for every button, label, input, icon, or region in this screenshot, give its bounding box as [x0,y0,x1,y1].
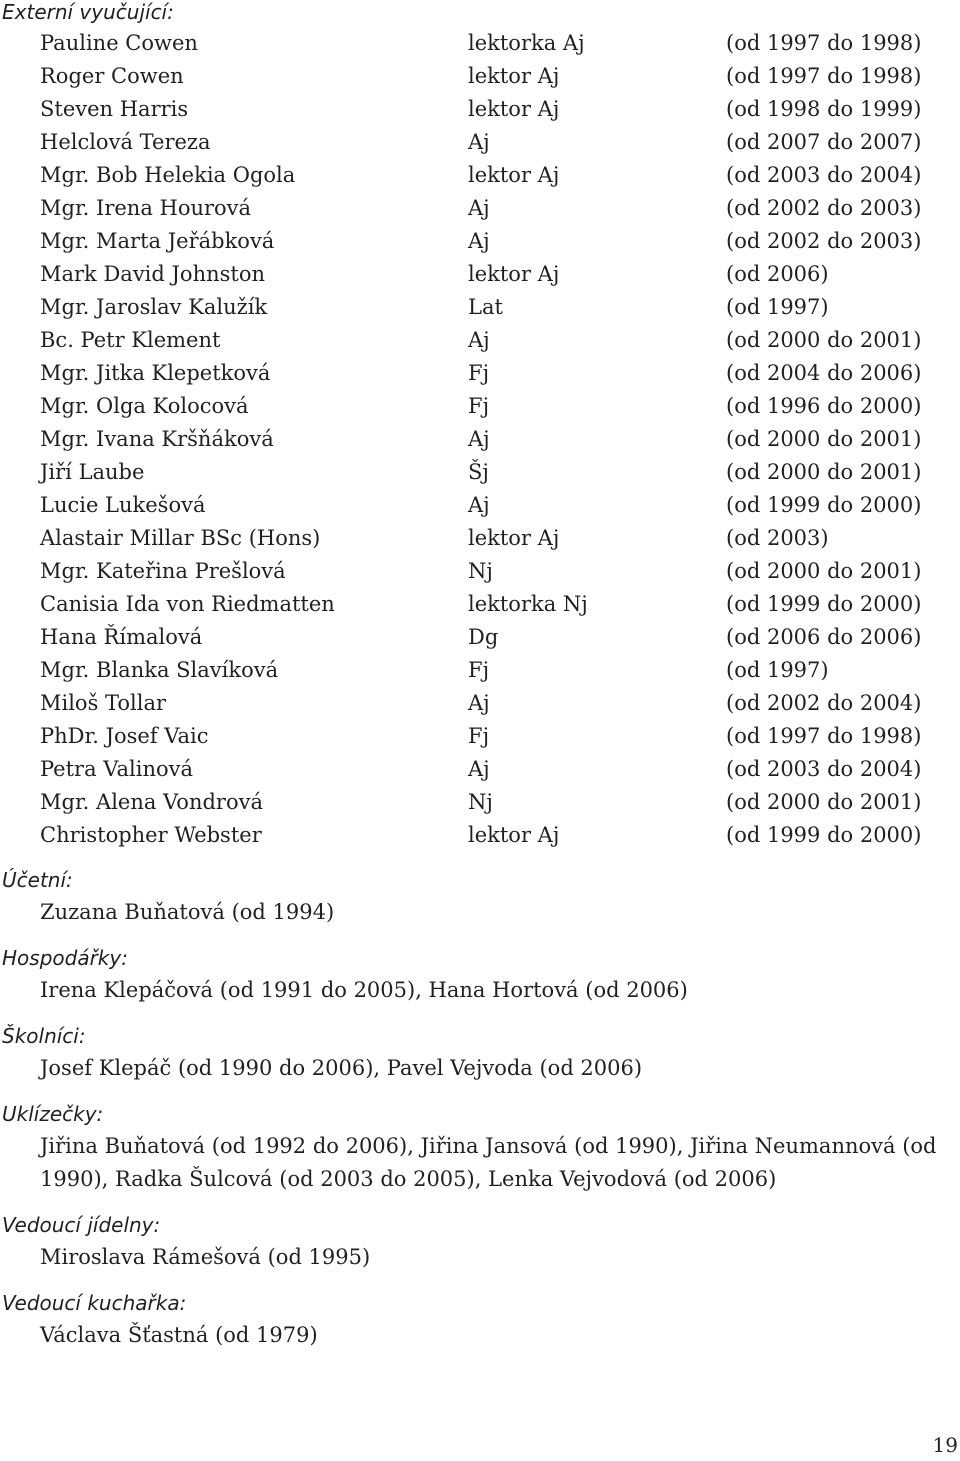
teacher-subject: Aj [468,130,490,154]
teacher-row [40,456,940,489]
teacher-period: (od 1997 do 1998) [726,724,922,748]
canteen-head-heading: Vedoucí jídelny: [2,1213,161,1237]
page-number: 19 [932,1433,958,1457]
teacher-row [40,621,940,654]
teacher-name: Mgr. Kateřina Prešlová [40,559,286,583]
teacher-name: Mgr. Olga Kolocová [40,394,249,418]
teacher-row [40,489,940,522]
teacher-period: (od 2000 do 2001) [726,559,922,583]
head-cook-text: Václava Šťastná (od 1979) [40,1323,318,1347]
teacher-subject: Dg [468,625,499,649]
teacher-period: (od 1997) [726,658,829,682]
accountant-heading: Účetní: [2,868,73,892]
teacher-period: (od 1997) [726,295,829,319]
teacher-row [40,225,940,258]
teacher-row [40,159,940,192]
teacher-row [40,423,940,456]
external-teachers-heading: Externí vyučující: [2,0,174,24]
teacher-period: (od 2003 do 2004) [726,163,922,187]
teacher-row [40,357,940,390]
teacher-subject: lektor Aj [468,97,560,121]
teacher-subject: Lat [468,295,503,319]
teacher-period: (od 2003) [726,526,829,550]
teacher-name: Canisia Ida von Riedmatten [40,592,335,616]
teacher-period: (od 2002 do 2003) [726,229,922,253]
teacher-period: (od 1997 do 1998) [726,31,922,55]
teacher-name: Mgr. Jaroslav Kalužík [40,295,268,319]
teacher-period: (od 2000 do 2001) [726,790,922,814]
cleaners-heading: Uklízečky: [2,1102,104,1126]
teacher-row [40,654,940,687]
teacher-subject: Nj [468,559,493,583]
teacher-row [40,27,940,60]
teacher-name: Mgr. Jitka Klepetková [40,361,271,385]
teacher-period: (od 2006) [726,262,829,286]
teacher-subject: Aj [468,691,490,715]
teacher-row [40,555,940,588]
teacher-row [40,258,940,291]
teacher-period: (od 2000 do 2001) [726,460,922,484]
teacher-name: Bc. Petr Klement [40,328,221,352]
teacher-subject: Aj [468,757,490,781]
teacher-name: Alastair Millar BSc (Hons) [40,526,321,550]
teacher-period: (od 1996 do 2000) [726,394,922,418]
housekeepers-text: Irena Klepáčová (od 1991 do 2005), Hana Hortová (od 2006) [40,978,688,1002]
teacher-name: Roger Cowen [40,64,184,88]
teacher-subject: lektor Aj [468,823,560,847]
head-cook-heading: Vedoucí kuchařka: [2,1291,187,1315]
teacher-name: Mgr. Alena Vondrová [40,790,263,814]
teacher-period: (od 1999 do 2000) [726,592,922,616]
teacher-subject: lektor Aj [468,64,560,88]
teacher-period: (od 2000 do 2001) [726,427,922,451]
teacher-subject: lektor Aj [468,163,560,187]
teacher-row [40,753,940,786]
teacher-name: Mark David Johnston [40,262,266,286]
janitors-text: Josef Klepáč (od 1990 do 2006), Pavel Vejvoda (od 2006) [40,1056,643,1080]
teacher-name: Petra Valinová [40,757,194,781]
teacher-subject: Nj [468,790,493,814]
teacher-subject: Aj [468,493,490,517]
teacher-name: Miloš Tollar [40,691,167,715]
teacher-row [40,192,940,225]
teacher-period: (od 1999 do 2000) [726,493,922,517]
teacher-name: Lucie Lukešová [40,493,206,517]
teacher-period: (od 2003 do 2004) [726,757,922,781]
teacher-subject: lektor Aj [468,262,560,286]
teacher-period: (od 2007 do 2007) [726,130,922,154]
canteen-head-text: Miroslava Rámešová (od 1995) [40,1245,371,1269]
teacher-row [40,93,940,126]
teacher-subject: Fj [468,361,490,385]
housekeepers-heading: Hospodářky: [2,946,128,970]
teacher-subject: Aj [468,427,490,451]
cleaners-text: Jiřina Buňatová (od 1992 do 2006), Jiřina Jansová (od 1990), Jiřina Neumannová (od 1990), Radka Šulcová (od 2003 do 2005), Lenka Vejvodová (od 2006) [40,1134,937,1191]
teacher-row [40,324,940,357]
teacher-row [40,687,940,720]
teacher-period: (od 1999 do 2000) [726,823,922,847]
teacher-subject: Šj [468,460,489,484]
teacher-subject: lektorka Nj [468,592,588,616]
teacher-row [40,126,940,159]
teacher-subject: Aj [468,196,490,220]
teacher-name: Hana Římalová [40,625,203,649]
teacher-row [40,786,940,819]
teacher-subject: lektorka Aj [468,31,585,55]
teacher-subject: Aj [468,328,490,352]
teacher-name: Mgr. Blanka Slavíková [40,658,279,682]
teacher-row [40,60,940,93]
teacher-period: (od 1997 do 1998) [726,64,922,88]
teacher-row [40,819,940,852]
teacher-period: (od 1998 do 1999) [726,97,922,121]
teacher-name: Mgr. Bob Helekia Ogola [40,163,296,187]
teacher-name: Mgr. Marta Jeřábková [40,229,275,253]
teacher-row [40,291,940,324]
teacher-row [40,720,940,753]
accountant-text: Zuzana Buňatová (od 1994) [40,900,335,924]
teacher-subject: Fj [468,394,490,418]
teacher-name: Pauline Cowen [40,31,198,55]
teacher-name: Jiří Laube [40,460,145,484]
teacher-period: (od 2006 do 2006) [726,625,922,649]
teacher-period: (od 2002 do 2003) [726,196,922,220]
janitors-heading: Školníci: [2,1024,86,1048]
teacher-subject: Aj [468,229,490,253]
teacher-name: Steven Harris [40,97,189,121]
teacher-row [40,522,940,555]
teacher-period: (od 2004 do 2006) [726,361,922,385]
teacher-name: Mgr. Ivana Kršňáková [40,427,274,451]
teacher-row [40,390,940,423]
teacher-subject: Fj [468,724,490,748]
teacher-name: Helclová Tereza [40,130,211,154]
teacher-name: Christopher Webster [40,823,262,847]
teacher-name: Mgr. Irena Hourová [40,196,252,220]
teacher-period: (od 2000 do 2001) [726,328,922,352]
teacher-period: (od 2002 do 2004) [726,691,922,715]
teacher-subject: lektor Aj [468,526,560,550]
teacher-subject: Fj [468,658,490,682]
teacher-row [40,588,940,621]
teacher-name: PhDr. Josef Vaic [40,724,209,748]
